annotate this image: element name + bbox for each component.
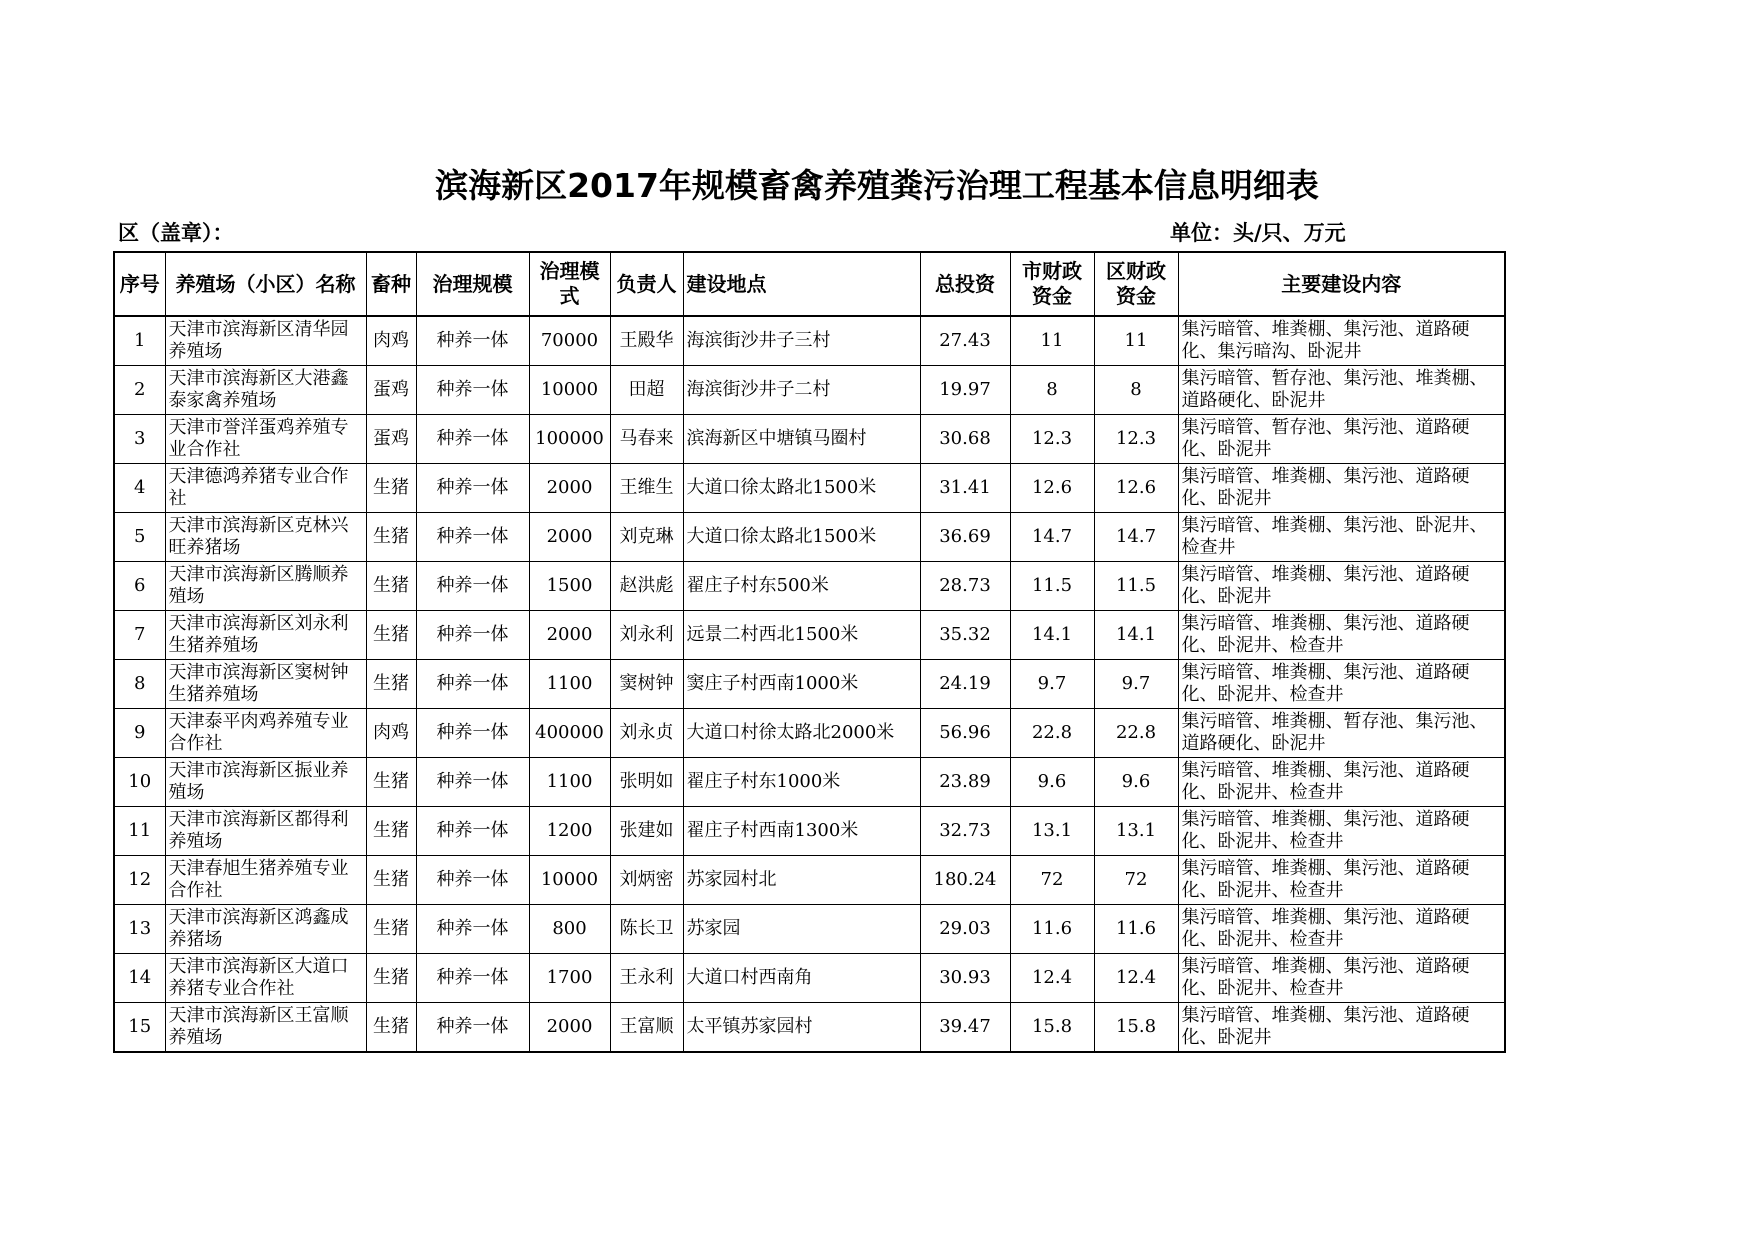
cell-scale: 种养一体	[416, 415, 529, 464]
cell-district-fund: 12.6	[1094, 464, 1178, 513]
cell-no: 2	[114, 366, 165, 415]
cell-scale: 种养一体	[416, 316, 529, 366]
cell-no: 1	[114, 316, 165, 366]
cell-city-fund: 15.8	[1010, 1003, 1094, 1053]
district-seal-label: 区（盖章）：	[118, 221, 234, 245]
cell-scale: 种养一体	[416, 709, 529, 758]
cell-investment: 35.32	[920, 611, 1010, 660]
cell-farm-name: 天津市滨海新区窦树钟生猪养殖场	[165, 660, 366, 709]
cell-mode: 1700	[529, 954, 610, 1003]
cell-species: 生猪	[366, 660, 416, 709]
cell-mode: 800	[529, 905, 610, 954]
cell-investment: 32.73	[920, 807, 1010, 856]
cell-mode: 10000	[529, 366, 610, 415]
table-row	[114, 905, 1505, 954]
cell-district-fund: 12.4	[1094, 954, 1178, 1003]
table-row	[114, 611, 1505, 660]
table-row	[114, 758, 1505, 807]
cell-content: 集污暗管、暂存池、集污池、堆粪棚、道路硬化、卧泥井	[1178, 366, 1505, 415]
header-district-fund: 区财政资金	[1094, 252, 1178, 316]
table-row	[114, 856, 1505, 905]
cell-farm-name: 天津德鸿养猪专业合作社	[165, 464, 366, 513]
cell-content: 集污暗管、堆粪棚、集污池、道路硬化、卧泥井、检查井	[1178, 954, 1505, 1003]
cell-content: 集污暗管、堆粪棚、暂存池、集污池、道路硬化、卧泥井	[1178, 709, 1505, 758]
cell-no: 8	[114, 660, 165, 709]
cell-city-fund: 12.6	[1010, 464, 1094, 513]
header-content: 主要建设内容	[1178, 252, 1505, 316]
cell-person: 赵洪彪	[610, 562, 683, 611]
cell-city-fund: 8	[1010, 366, 1094, 415]
cell-district-fund: 13.1	[1094, 807, 1178, 856]
cell-investment: 19.97	[920, 366, 1010, 415]
cell-location: 翟庄子村东1000米	[683, 758, 920, 807]
cell-investment: 23.89	[920, 758, 1010, 807]
cell-location: 翟庄子村东500米	[683, 562, 920, 611]
table-row	[114, 316, 1505, 366]
cell-city-fund: 14.1	[1010, 611, 1094, 660]
cell-investment: 56.96	[920, 709, 1010, 758]
cell-person: 王维生	[610, 464, 683, 513]
cell-content: 集污暗管、堆粪棚、集污池、道路硬化、卧泥井、检查井	[1178, 807, 1505, 856]
cell-person: 张明如	[610, 758, 683, 807]
cell-farm-name: 天津市滨海新区刘永利生猪养殖场	[165, 611, 366, 660]
cell-person: 窦树钟	[610, 660, 683, 709]
header-species: 畜种	[366, 252, 416, 316]
cell-location: 苏家园	[683, 905, 920, 954]
table-row	[114, 807, 1505, 856]
cell-investment: 31.41	[920, 464, 1010, 513]
cell-farm-name: 天津春旭生猪养殖专业合作社	[165, 856, 366, 905]
cell-location: 窦庄子村西南1000米	[683, 660, 920, 709]
cell-investment: 28.73	[920, 562, 1010, 611]
cell-no: 14	[114, 954, 165, 1003]
cell-no: 9	[114, 709, 165, 758]
cell-species: 肉鸡	[366, 316, 416, 366]
table-row	[114, 415, 1505, 464]
cell-content: 集污暗管、堆粪棚、集污池、道路硬化、卧泥井、检查井	[1178, 856, 1505, 905]
cell-person: 刘炳密	[610, 856, 683, 905]
cell-species: 生猪	[366, 562, 416, 611]
header-farm: 养殖场（小区）名称	[165, 252, 366, 316]
cell-scale: 种养一体	[416, 856, 529, 905]
table-row	[114, 464, 1505, 513]
cell-mode: 2000	[529, 513, 610, 562]
cell-city-fund: 9.7	[1010, 660, 1094, 709]
cell-district-fund: 9.7	[1094, 660, 1178, 709]
cell-location: 海滨街沙井子二村	[683, 366, 920, 415]
header-row	[114, 252, 1505, 316]
cell-farm-name: 天津市滨海新区振业养殖场	[165, 758, 366, 807]
cell-location: 海滨街沙井子三村	[683, 316, 920, 366]
cell-investment: 36.69	[920, 513, 1010, 562]
cell-location: 远景二村西北1500米	[683, 611, 920, 660]
cell-content: 集污暗管、暂存池、集污池、道路硬化、卧泥井	[1178, 415, 1505, 464]
cell-city-fund: 9.6	[1010, 758, 1094, 807]
header-investment: 总投资	[920, 252, 1010, 316]
page-title: 滨海新区2017年规模畜禽养殖粪污治理工程基本信息明细表	[435, 166, 1319, 205]
cell-mode: 1100	[529, 758, 610, 807]
table-row	[114, 366, 1505, 415]
cell-district-fund: 11	[1094, 316, 1178, 366]
cell-district-fund: 9.6	[1094, 758, 1178, 807]
cell-species: 生猪	[366, 464, 416, 513]
cell-mode: 1500	[529, 562, 610, 611]
table-row	[114, 709, 1505, 758]
cell-content: 集污暗管、堆粪棚、集污池、道路硬化、卧泥井	[1178, 562, 1505, 611]
header-scale: 治理规模	[416, 252, 529, 316]
header-mode: 治理模式	[529, 252, 610, 316]
cell-species: 生猪	[366, 513, 416, 562]
header-person: 负责人	[610, 252, 683, 316]
cell-location: 滨海新区中塘镇马圈村	[683, 415, 920, 464]
cell-person: 田超	[610, 366, 683, 415]
cell-location: 翟庄子村西南1300米	[683, 807, 920, 856]
cell-content: 集污暗管、堆粪棚、集污池、道路硬化、卧泥井、检查井	[1178, 611, 1505, 660]
cell-scale: 种养一体	[416, 954, 529, 1003]
cell-city-fund: 14.7	[1010, 513, 1094, 562]
cell-content: 集污暗管、堆粪棚、集污池、卧泥井、检查井	[1178, 513, 1505, 562]
cell-investment: 30.93	[920, 954, 1010, 1003]
cell-investment: 180.24	[920, 856, 1010, 905]
cell-person: 王殿华	[610, 316, 683, 366]
cell-species: 肉鸡	[366, 709, 416, 758]
cell-scale: 种养一体	[416, 660, 529, 709]
cell-city-fund: 12.4	[1010, 954, 1094, 1003]
unit-label: 单位：头/只、万元	[1170, 221, 1346, 245]
cell-district-fund: 11.5	[1094, 562, 1178, 611]
cell-city-fund: 11.6	[1010, 905, 1094, 954]
cell-content: 集污暗管、堆粪棚、集污池、道路硬化、卧泥井、检查井	[1178, 905, 1505, 954]
cell-mode: 1100	[529, 660, 610, 709]
cell-district-fund: 15.8	[1094, 1003, 1178, 1053]
cell-farm-name: 天津市滨海新区克林兴旺养猪场	[165, 513, 366, 562]
cell-person: 王富顺	[610, 1003, 683, 1053]
table-row	[114, 660, 1505, 709]
cell-district-fund: 72	[1094, 856, 1178, 905]
cell-investment: 29.03	[920, 905, 1010, 954]
cell-content: 集污暗管、堆粪棚、集污池、道路硬化、卧泥井、检查井	[1178, 758, 1505, 807]
cell-person: 马春来	[610, 415, 683, 464]
header-city-fund: 市财政资金	[1010, 252, 1094, 316]
cell-species: 生猪	[366, 758, 416, 807]
cell-species: 生猪	[366, 1003, 416, 1053]
cell-city-fund: 72	[1010, 856, 1094, 905]
cell-mode: 2000	[529, 464, 610, 513]
cell-farm-name: 天津泰平肉鸡养殖专业合作社	[165, 709, 366, 758]
cell-no: 4	[114, 464, 165, 513]
cell-scale: 种养一体	[416, 758, 529, 807]
cell-no: 10	[114, 758, 165, 807]
cell-no: 11	[114, 807, 165, 856]
cell-district-fund: 8	[1094, 366, 1178, 415]
cell-city-fund: 11	[1010, 316, 1094, 366]
cell-person: 刘克琳	[610, 513, 683, 562]
header-location: 建设地点	[683, 252, 920, 316]
cell-no: 5	[114, 513, 165, 562]
cell-investment: 30.68	[920, 415, 1010, 464]
cell-no: 6	[114, 562, 165, 611]
cell-city-fund: 22.8	[1010, 709, 1094, 758]
cell-scale: 种养一体	[416, 513, 529, 562]
cell-content: 集污暗管、堆粪棚、集污池、道路硬化、卧泥井、检查井	[1178, 660, 1505, 709]
cell-species: 生猪	[366, 807, 416, 856]
cell-no: 13	[114, 905, 165, 954]
cell-farm-name: 天津市滨海新区鸿鑫成养猪场	[165, 905, 366, 954]
cell-no: 3	[114, 415, 165, 464]
cell-no: 7	[114, 611, 165, 660]
cell-mode: 10000	[529, 856, 610, 905]
cell-farm-name: 天津市滨海新区都得利养殖场	[165, 807, 366, 856]
cell-species: 生猪	[366, 611, 416, 660]
cell-mode: 400000	[529, 709, 610, 758]
table-row	[114, 954, 1505, 1003]
cell-district-fund: 11.6	[1094, 905, 1178, 954]
cell-city-fund: 12.3	[1010, 415, 1094, 464]
cell-mode: 2000	[529, 1003, 610, 1053]
cell-location: 大道口徐太路北1500米	[683, 513, 920, 562]
cell-species: 蛋鸡	[366, 415, 416, 464]
table-row	[114, 1003, 1505, 1053]
table-body	[114, 316, 1505, 1052]
cell-district-fund: 22.8	[1094, 709, 1178, 758]
cell-farm-name: 天津市滨海新区腾顺养殖场	[165, 562, 366, 611]
cell-species: 蛋鸡	[366, 366, 416, 415]
cell-person: 王永利	[610, 954, 683, 1003]
cell-district-fund: 14.1	[1094, 611, 1178, 660]
cell-scale: 种养一体	[416, 611, 529, 660]
cell-scale: 种养一体	[416, 905, 529, 954]
header-no: 序号	[114, 252, 165, 316]
cell-species: 生猪	[366, 954, 416, 1003]
cell-district-fund: 12.3	[1094, 415, 1178, 464]
cell-scale: 种养一体	[416, 366, 529, 415]
cell-location: 苏家园村北	[683, 856, 920, 905]
cell-species: 生猪	[366, 905, 416, 954]
cell-investment: 24.19	[920, 660, 1010, 709]
cell-farm-name: 天津市滨海新区清华园养殖场	[165, 316, 366, 366]
cell-city-fund: 11.5	[1010, 562, 1094, 611]
cell-mode: 70000	[529, 316, 610, 366]
cell-content: 集污暗管、堆粪棚、集污池、道路硬化、卧泥井	[1178, 1003, 1505, 1053]
cell-location: 大道口徐太路北1500米	[683, 464, 920, 513]
cell-mode: 100000	[529, 415, 610, 464]
table-row	[114, 562, 1505, 611]
cell-no: 12	[114, 856, 165, 905]
cell-farm-name: 天津市誉洋蛋鸡养殖专业合作社	[165, 415, 366, 464]
cell-person: 刘永贞	[610, 709, 683, 758]
project-table	[113, 251, 1506, 1053]
cell-mode: 2000	[529, 611, 610, 660]
cell-scale: 种养一体	[416, 464, 529, 513]
cell-no: 15	[114, 1003, 165, 1053]
cell-species: 生猪	[366, 856, 416, 905]
cell-scale: 种养一体	[416, 1003, 529, 1053]
cell-location: 大道口村西南角	[683, 954, 920, 1003]
cell-location: 太平镇苏家园村	[683, 1003, 920, 1053]
cell-content: 集污暗管、堆粪棚、集污池、道路硬化、集污暗沟、卧泥井	[1178, 316, 1505, 366]
cell-farm-name: 天津市滨海新区王富顺养殖场	[165, 1003, 366, 1053]
cell-city-fund: 13.1	[1010, 807, 1094, 856]
cell-content: 集污暗管、堆粪棚、集污池、道路硬化、卧泥井	[1178, 464, 1505, 513]
cell-scale: 种养一体	[416, 562, 529, 611]
cell-farm-name: 天津市滨海新区大港鑫泰家禽养殖场	[165, 366, 366, 415]
cell-person: 刘永利	[610, 611, 683, 660]
cell-person: 张建如	[610, 807, 683, 856]
table-row	[114, 513, 1505, 562]
cell-location: 大道口村徐太路北2000米	[683, 709, 920, 758]
cell-investment: 39.47	[920, 1003, 1010, 1053]
cell-district-fund: 14.7	[1094, 513, 1178, 562]
cell-investment: 27.43	[920, 316, 1010, 366]
cell-scale: 种养一体	[416, 807, 529, 856]
cell-person: 陈长卫	[610, 905, 683, 954]
cell-mode: 1200	[529, 807, 610, 856]
cell-farm-name: 天津市滨海新区大道口养猪专业合作社	[165, 954, 366, 1003]
